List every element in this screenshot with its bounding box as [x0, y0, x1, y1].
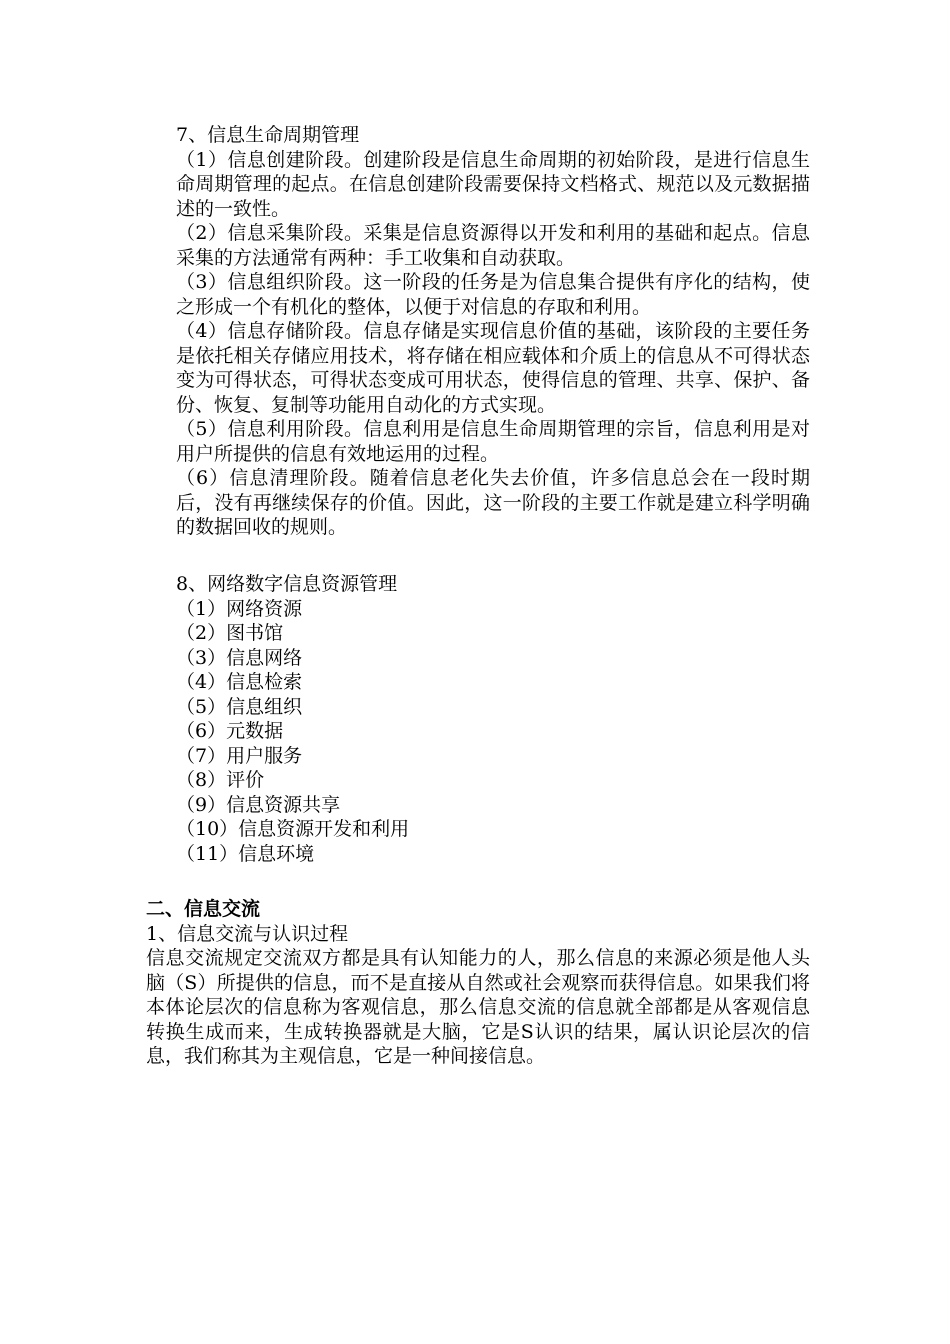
- lifecycle-item-use: （5）信息利用阶段。信息利用是信息生命周期管理的宗旨，信息利用是对用户所提供的信息有效地运用的过程。: [176, 418, 810, 465]
- list-item: （8）评价: [176, 769, 265, 791]
- section-7-heading: 7、信息生命周期管理: [176, 124, 360, 146]
- part-2: [146, 897, 810, 1069]
- list-item: （5）信息组织: [176, 695, 303, 718]
- part-2-subheading: 1、信息交流与认识过程: [146, 922, 349, 945]
- list-item: （7）用户服务: [176, 744, 303, 767]
- part-2-heading: 二、信息交流: [146, 898, 261, 920]
- lifecycle-item-collect: （2）信息采集阶段。采集是信息资源得以开发和利用的基础和起点。信息采集的方法通常有两种：手工收集和自动获取。: [176, 222, 810, 269]
- list-item: （2）图书馆: [176, 622, 284, 644]
- part-2-paragraph: 信息交流规定交流双方都是具有认知能力的人，那么信息的来源必须是他人头脑（S）所提供的信息，而不是直接从自然或社会观察而获得信息。如果我们将本体论层次的信息称为客观信息，那么信息交流的信息就全部都是从客观信息转换生成而来，生成转换器就是大脑，它是S认识的结果，属认识论层次的信息，我们称其为主观信息，它是一种间接信息。: [146, 947, 810, 1067]
- section-8: [146, 572, 810, 866]
- list-item: （9）信息资源共享: [176, 793, 341, 816]
- list-item: （6）元数据: [176, 720, 284, 742]
- list-item: （4）信息检索: [176, 671, 303, 693]
- lifecycle-item-store: （4）信息存储阶段。信息存储是实现信息价值的基础，该阶段的主要任务是依托相关存储应用技术，将存储在相应载体和介质上的信息从不可得状态变为可得状态，可得状态变成可用状态，使得信息的管理、共享、保护、备份、恢复、复制等功能用自动化的方式实现。: [176, 320, 810, 416]
- section-8-heading: 8、网络数字信息资源管理: [176, 573, 398, 595]
- lifecycle-item-create: （1）信息创建阶段。创建阶段是信息生命周期的初始阶段，是进行信息生命周期管理的起点。在信息创建阶段需要保持文档格式、规范以及元数据描述的一致性。: [176, 148, 810, 220]
- list-item: （3）信息网络: [176, 646, 303, 669]
- section-7: [146, 123, 810, 540]
- lifecycle-item-clean: （6）信息清理阶段。随着信息老化失去价值，许多信息总会在一段时期后，没有再继续保存的价值。因此，这一阶段的主要工作就是建立科学明确的数据回收的规则。: [176, 467, 810, 538]
- lifecycle-item-organize: （3）信息组织阶段。这一阶段的任务是为信息集合提供有序化的结构，使之形成一个有机化的整体，以便于对信息的存取和利用。: [176, 271, 810, 318]
- list-item: （1）网络资源: [176, 597, 303, 620]
- list-item: （11）信息环境: [176, 842, 315, 865]
- list-item: （10）信息资源开发和利用: [176, 818, 410, 840]
